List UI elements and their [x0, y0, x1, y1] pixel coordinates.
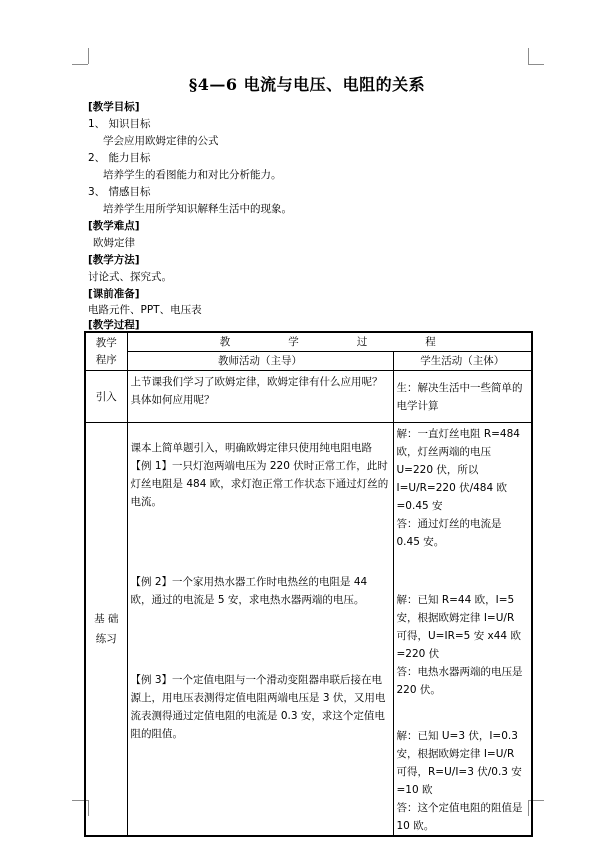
crop-mark-top-left-h: [72, 64, 88, 65]
crop-mark-top-right-h: [528, 64, 544, 65]
process-heading: [教学过程]: [88, 319, 140, 331]
practice-intro: 课本上简单题引入，明确欧姆定律只使用纯电阻电路: [130, 442, 372, 454]
header-program-label: 教学程序: [95, 336, 117, 366]
prep-text: 电路元件、PPT、电压表: [88, 304, 202, 316]
answer-3: 解：已知 U=3 伏，I=0.3 安，根据欧姆定律 I=U/R 可得，R=U/I=3 伏/0.3 安=10 欧 答：这个定值电阻的阻值是 10 欧。: [396, 730, 523, 832]
answer-1: 解：一直灯丝电阻 R=484 欧，灯丝两端的电压 U=220 伏，所以 I=U/R=220 伏/484 欧=0.45 安 答：通过灯丝的电流是 0.45 安。: [396, 428, 520, 548]
objectives-heading: [教学目标]: [88, 101, 140, 113]
header-process: 教学过程: [127, 332, 532, 352]
header-program: [85, 332, 127, 371]
row-intro-label: 引入: [85, 371, 127, 423]
example-3: 【例 3】一个定值电阻与一个滑动变阻器串联后接在电源上，用电压表测得定值电阻两端电压是 3 伏，又用电流表测得通过定值电阻的电流是 0.3 安，求这个定值电阻的阻值。: [130, 674, 386, 740]
crop-mark-top-left: [88, 48, 89, 64]
row-intro-student: 生：解决生活中一些简单的电学计算: [393, 371, 532, 423]
row-intro-teacher: 上节课我们学习了欧姆定律，欧姆定律有什么应用呢？ 具体如何应用呢？: [127, 371, 393, 423]
difficulty-heading: [教学难点]: [88, 220, 140, 232]
row-practice-label: [85, 423, 127, 837]
answer-2: 解：已知 R=44 欧，I=5 安，根据欧姆定律 I=U/R 可得，U=IR=5 安 x44 欧=220 伏 答：电热水器两端的电压是 220 伏。: [396, 594, 523, 696]
objective-2-title: 2、 能力目标: [88, 152, 151, 164]
objective-2-text: 培养学生的看图能力和对比分析能力。: [103, 169, 282, 181]
method-heading: [教学方法]: [88, 254, 140, 266]
teaching-process-table: [84, 331, 533, 837]
row-practice-label-text: 基 础 练习: [94, 613, 119, 645]
header-student: 学生活动（主体）: [393, 352, 532, 371]
objective-3-text: 培养学生用所学知识解释生活中的现象。: [103, 203, 292, 215]
header-teacher: 教师活动（主导）: [127, 352, 393, 371]
row-practice-teacher: [127, 423, 393, 837]
objective-3-title: 3、 情感目标: [88, 186, 151, 198]
objective-1-text: 学会应用欧姆定律的公式: [103, 135, 219, 147]
method-text: 讨论式、探究式。: [88, 271, 172, 283]
row-practice-student: [393, 423, 532, 837]
crop-mark-top-right: [528, 48, 529, 64]
example-1: 【例 1】一只灯泡两端电压为 220 伏时正常工作，此时灯丝电阻是 484 欧，求灯泡正常工作状态下通过灯丝的电流。: [130, 460, 389, 508]
difficulty-text: 欧姆定律: [93, 237, 135, 249]
objective-1-title: 1、 知识目标: [88, 118, 151, 130]
prep-heading: [课前准备]: [88, 288, 140, 300]
example-2: 【例 2】一个家用热水器工作时电热丝的电阻是 44 欧，通过的电流是 5 安，求电热水器两端的电压。: [130, 576, 368, 606]
page-title: §4—6 电流与电压、电阻的关系: [188, 75, 426, 94]
